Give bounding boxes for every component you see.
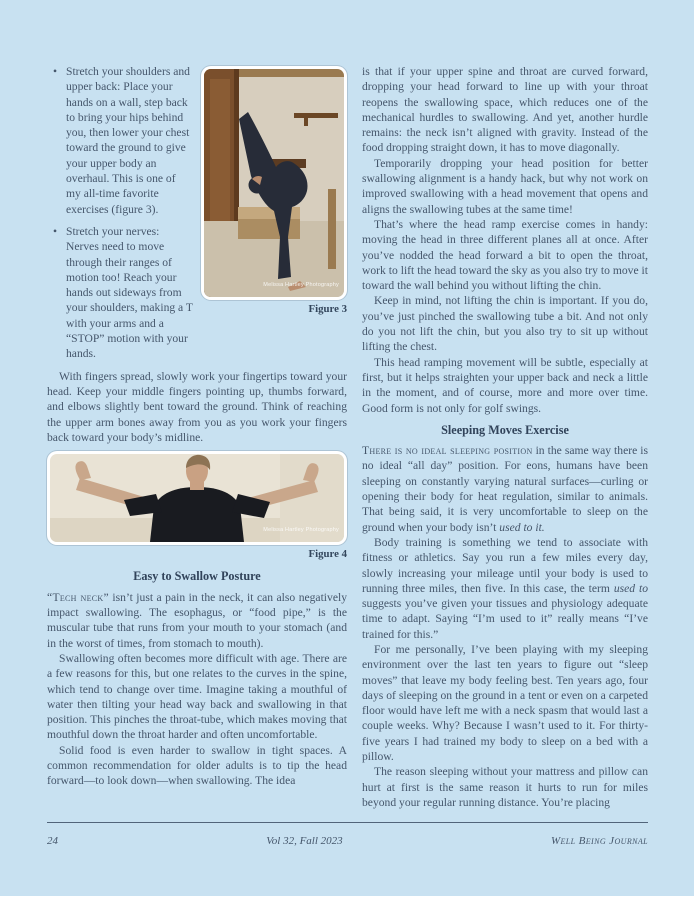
figure-4-photo bbox=[47, 451, 347, 545]
paragraph-temporarily: Temporarily dropping your head position for better swallowing alignment is a handy hack, but why not work on improved swallowing with a head movement that opens and aligns the swallowing tubes at the same time! bbox=[362, 156, 648, 216]
bullet-list bbox=[47, 64, 347, 362]
list-item bbox=[53, 224, 193, 362]
figure-4-photo-credit: Melissa Hartley Photography bbox=[263, 526, 339, 533]
paragraph-no-ideal-position bbox=[362, 443, 648, 535]
paragraph-swallowing-age: Swallowing often becomes more difficult with age. There are a few reasons for this, but one relates to the curves in the spine, which tend to change over time. Imagine taking a mouthful of water then tilting your head way back and swallowing in that position. This pinches the throat-tube, which makes moving that mouthful down the throat harder and often uncomfortable. bbox=[47, 651, 347, 742]
footer-journal-name: Well Being Journal bbox=[550, 835, 648, 847]
page-content bbox=[47, 64, 648, 810]
section-heading-sleeping-moves: Sleeping Moves Exercise bbox=[441, 422, 569, 437]
paragraph-subtle: This head ramping movement will be subtle, especially at first, but it helps straighten your upper back and neck a little in the moment, and of course, more and more over time. Good form is not only for golf swings. bbox=[362, 355, 648, 415]
bullet-text: Stretch your nerves: Nerves need to move through their ranges of motion too! Reach your hands out sideways from your shoulders, making a T with your arms and a “STOP” motion with your hands. bbox=[66, 224, 193, 361]
sleeping-position-lead: There is no ideal sleeping position bbox=[362, 444, 533, 458]
bullet-icon: • bbox=[53, 65, 58, 78]
figure-3-photo bbox=[201, 66, 347, 300]
page-number: 24 bbox=[47, 835, 58, 847]
list-item bbox=[53, 64, 193, 217]
section-heading-easy-to-swallow: Easy to Swallow Posture bbox=[133, 569, 261, 584]
paragraph-for-me-personally: For me personally, I’ve been playing with my sleeping environment over the last ten years to figure out “sleep moves” that leave my body feeling best. Ten years ago, four days of sleeping on the ground in a tent or even on a carpeted floor would have left me with a neck spasm that would last a couple weeks. Why? Because I wasn’t used to it. For thirty-five years I had trained my body to sleep on a bed with a pillow. bbox=[362, 642, 648, 764]
paragraph-body-training bbox=[362, 535, 648, 642]
page-footer bbox=[47, 822, 648, 847]
tech-neck-lead: “Tech neck” bbox=[47, 590, 109, 604]
bullet-text: Stretch your shoulders and upper back: Place your hands on a wall, step back to bring your hips behind you, then lower your chest toward the ground to give your upper body an overhaul. This is one of my all-time favorite exercises (figure 3). bbox=[66, 65, 190, 216]
paragraph-solid-food: Solid food is even harder to swallow in tight spaces. A common recommendation for older adults is to tip the head forward—to look down—when swallowing. The idea bbox=[47, 743, 347, 788]
footer-volume: Vol 32, Fall 2023 bbox=[266, 835, 343, 847]
bullet-icon: • bbox=[53, 224, 58, 238]
paragraph-keep-in-mind: Keep in mind, not lifting the chin is important. If you do, you’ve just pinched the swallowing tube a bit. And not only do you not lift the chin, but you also try to sit up without lifting the chest. bbox=[362, 294, 648, 354]
paragraph-fingers-spread: With fingers spread, slowly work your fingertips toward your head. Keep your middle fingers pointing up, thumbs forward, and elbows slightly bent toward the ground. Think of reaching the upper arm bones away from you as you work your fingers back toward your body’s midline. bbox=[47, 369, 347, 444]
figure-3-photo-credit: Melissa Hartley Photography bbox=[263, 281, 339, 288]
body-training-a: Body training is something we tend to associate with fitness or athletics. Say you run a few miles every day, slowly increasing your mileage until your body is used to running three miles, then five. In this case, the term bbox=[362, 535, 648, 595]
paragraph-reason-sleeping: The reason sleeping without your mattress and pillow can hurt at first is the same reason it hurts to run for miles beyond your regular running distance. You’re placing bbox=[362, 765, 648, 809]
paragraph-head-ramp: That’s where the head ramp exercise comes in handy: moving the head in three different planes all at once. After you’ve nodded the head forward a bit to open the throat, work to lift the head toward the sky as you also try to move it toward the wall behind you without lifting the chin. bbox=[362, 217, 648, 293]
figure-4 bbox=[47, 451, 347, 562]
figure-3-caption: Figure 3 bbox=[308, 303, 347, 315]
paragraph-curved-forward: is that if your upper spine and throat are curved forward, dropping your head forward to line up with your throat reopens the swallowing space, which reduces one of the mechanical hurdles to swallowing. And yet, another hurdle remains: the neck isn’t aligned with gravity. Instead of the food dropping straight down, it has to move diagonally. bbox=[362, 65, 648, 155]
sleeping-position-rest: in the same way there is no ideal “all day” position. For eons, humans have been sleeping on constantly varying natural surfaces—curling or opening their body for heat regulation, similar to animals. That being said, it is very uncomfortable to sleep on the ground when your body isn’t bbox=[362, 444, 648, 534]
tech-neck-rest: isn’t just a pain in the neck, it can also negatively impact swallowing. The esophagus, or “food pipe,” is the muscular tube that runs from your mouth to your stomach (and in the worst of times, from stomach to mouth). bbox=[47, 590, 347, 650]
stretch-wall-photo-illustration bbox=[204, 69, 344, 297]
paragraph-tech-neck bbox=[47, 590, 347, 651]
figure-3 bbox=[201, 66, 347, 317]
right-column bbox=[362, 64, 648, 810]
left-column bbox=[47, 64, 347, 810]
used-to-it-italic: used to it. bbox=[499, 520, 545, 534]
body-training-b: suggests you’ve given your tissues and physiology adequate time to adapt. Saying “I’m used to it” really means “I’ve trained for this.” bbox=[362, 597, 648, 641]
figure-4-caption: Figure 4 bbox=[308, 548, 347, 561]
used-to-italic: used to bbox=[613, 581, 648, 595]
